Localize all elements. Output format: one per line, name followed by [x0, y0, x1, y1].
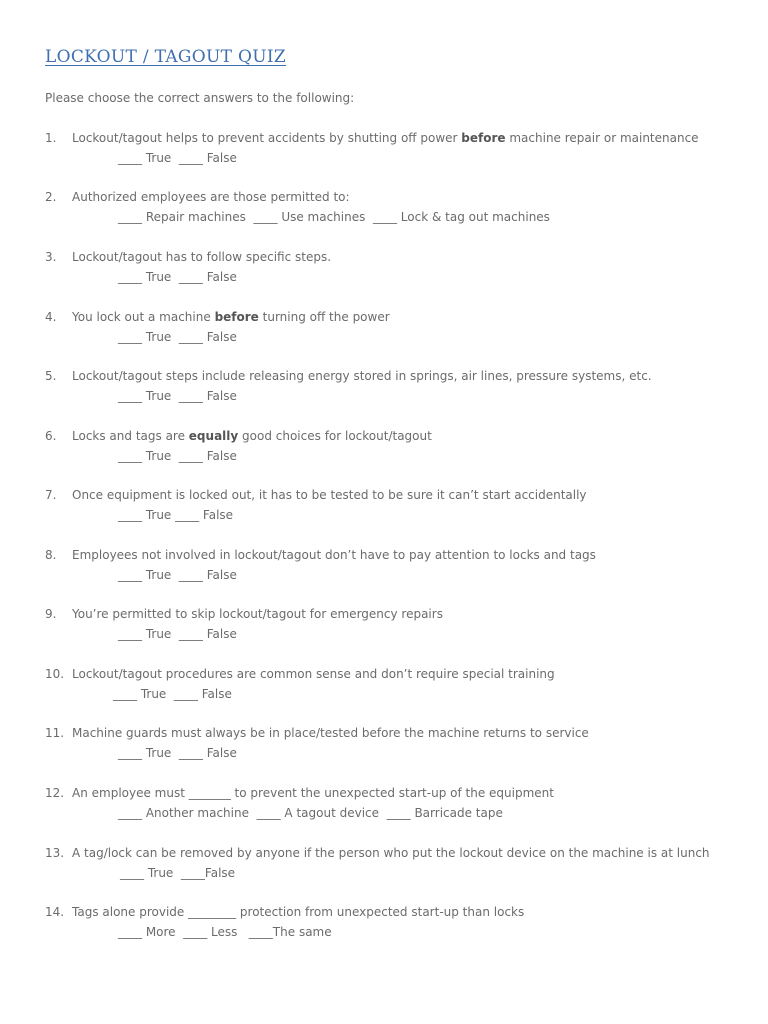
page-title: LOCKOUT / TAGOUT QUIZ [45, 47, 286, 67]
answer-options: ____ True ____ False [113, 687, 232, 701]
question-number: 3. [45, 250, 57, 264]
answer-options: ____ True ____ False [118, 746, 237, 760]
question-number: 13. [45, 846, 65, 860]
question-text: You’re permitted to skip lockout/tagout for emergency repairs [72, 607, 443, 621]
question-text: Lockout/tagout helps to prevent accidents by shutting off power before machine repair or maintenance [72, 131, 699, 145]
question-text: An employee must _______ to prevent the unexpected start-up of the equipment [72, 786, 554, 800]
question-number: 11. [45, 726, 65, 740]
question-text: Once equipment is locked out, it has to be tested to be sure it can’t start accidentally [72, 488, 587, 502]
question-text: Machine guards must always be in place/tested before the machine returns to service [72, 726, 589, 740]
question-number: 5. [45, 369, 57, 383]
question-text: You lock out a machine before turning off the power [72, 310, 390, 324]
question-text: A tag/lock can be removed by anyone if the person who put the lockout device on the machine is at lunch [72, 846, 710, 860]
question-number: 10. [45, 667, 65, 681]
answer-options: ____ True ____ False [118, 151, 237, 165]
answer-options: ____ True ____ False [118, 627, 237, 641]
question-number: 4. [45, 310, 57, 324]
emphasis-text: before [461, 131, 506, 145]
question-text: Authorized employees are those permitted to: [72, 190, 350, 204]
emphasis-text: before [214, 310, 259, 324]
answer-options: ____ True ____ False [118, 330, 237, 344]
answer-options: ____ True ____ False [118, 270, 237, 284]
answer-options: ____ True ____ False [118, 508, 234, 522]
question-text: Locks and tags are equally good choices for lockout/tagout [72, 429, 432, 443]
question-number: 9. [45, 607, 57, 621]
question-text: Employees not involved in lockout/tagout don’t have to pay attention to locks and tags [72, 548, 596, 562]
question-text: Lockout/tagout procedures are common sense and don’t require special training [72, 667, 555, 681]
question-number: 12. [45, 786, 65, 800]
answer-options: ____ Another machine ____ A tagout device ____ Barricade tape [118, 806, 503, 820]
question-number: 2. [45, 190, 57, 204]
question-text: Lockout/tagout steps include releasing energy stored in springs, air lines, pressure systems, etc. [72, 369, 652, 383]
quiz-instructions: Please choose the correct answers to the following: [45, 91, 355, 105]
answer-options: ____ More ____ Less ____The same [118, 925, 332, 939]
question-text: Tags alone provide ________ protection from unexpected start-up than locks [72, 905, 525, 919]
question-number: 1. [45, 131, 57, 145]
answer-options: ____ True ____ False [118, 389, 237, 403]
answer-options: ____ Repair machines ____ Use machines ____ Lock & tag out machines [118, 210, 550, 224]
answer-options: ____ True ____ False [118, 568, 237, 582]
emphasis-text: equally [188, 429, 239, 443]
question-text: Lockout/tagout has to follow specific steps. [72, 250, 332, 264]
question-number: 8. [45, 548, 57, 562]
question-number: 6. [45, 429, 57, 443]
question-number: 7. [45, 488, 57, 502]
answer-options: ____ True ____False [120, 866, 236, 880]
answer-options: ____ True ____ False [118, 449, 237, 463]
question-number: 14. [45, 905, 65, 919]
